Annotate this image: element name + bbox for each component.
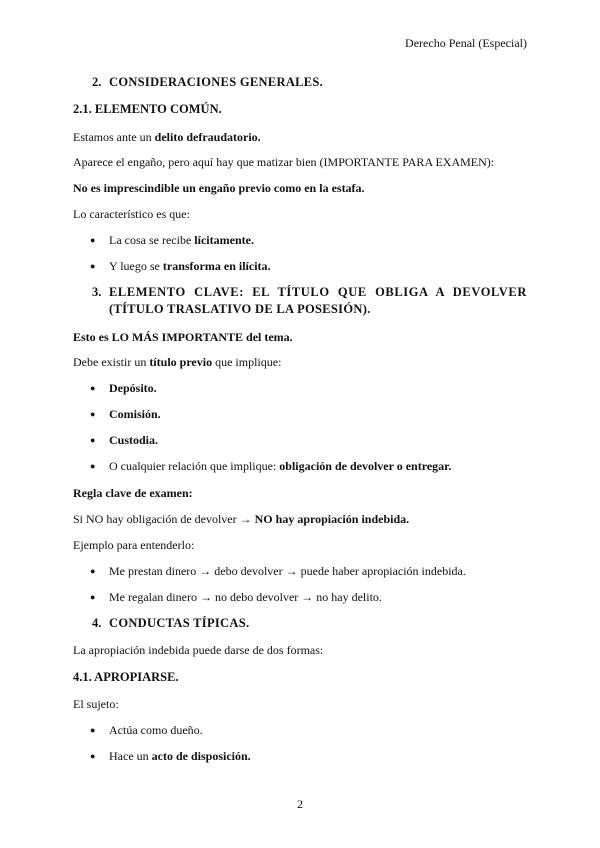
section-2-number: 2.: [92, 75, 102, 89]
bullet-icon: ●: [90, 751, 96, 761]
paragraph-regla: [73, 512, 409, 526]
list-item-text: La cosa se recibe: [109, 233, 195, 247]
paragraph-titulo-previo: [73, 355, 281, 369]
paragraph-text: Si NO hay obligación de devolver →: [73, 512, 255, 526]
section-4-1-heading: 4.1. APROPIARSE.: [73, 670, 179, 684]
list-item: [109, 723, 203, 737]
bullet-icon: ●: [90, 435, 96, 445]
bullet-icon: ●: [90, 592, 96, 602]
page-header: Derecho Penal (Especial): [405, 36, 527, 50]
list-item: [109, 233, 254, 247]
paragraph-caracteristico: Lo característico es que:: [73, 207, 190, 221]
list-item-text: Y luego se: [109, 259, 163, 273]
list-item-text: O cualquier relación que implique:: [109, 459, 280, 473]
bullet-icon: ●: [90, 461, 96, 471]
list-item: [109, 749, 251, 763]
list-item: Me regalan dinero → no debo devolver → no hay delito.: [109, 590, 382, 604]
list-item-bold: acto de disposición.: [151, 749, 251, 763]
paragraph-text: que implique:: [212, 355, 282, 369]
list-item-text: Hace un: [109, 749, 152, 763]
bullet-icon: ●: [90, 261, 96, 271]
paragraph-bold: delito defraudatorio.: [154, 130, 261, 144]
list-item: Comisión.: [109, 407, 161, 421]
list-item: Depósito.: [109, 381, 157, 395]
section-2-heading: CONSIDERACIONES GENERALES.: [109, 75, 324, 89]
paragraph-bold: título previo: [149, 355, 213, 369]
paragraph-bold: NO hay apropiación indebida.: [254, 512, 410, 526]
paragraph-el-sujeto: El sujeto:: [73, 697, 119, 711]
bullet-icon: ●: [90, 409, 96, 419]
list-item: Custodia.: [109, 433, 159, 447]
paragraph-ejemplo: Ejemplo para entenderlo:: [73, 538, 195, 552]
list-item-text: Actúa como dueño.: [109, 723, 203, 737]
section-3-heading-line1: ELEMENTO CLAVE: EL TÍTULO QUE OBLIGA A DEVOLVER: [109, 285, 527, 299]
bullet-icon: ●: [90, 566, 96, 576]
paragraph-no-imprescindible: No es imprescindible un engaño previo como en la estafa.: [73, 181, 365, 195]
section-4-number: 4.: [92, 616, 102, 630]
page-number: 2: [297, 797, 303, 811]
paragraph-delito: [73, 130, 261, 144]
paragraph-regla-clave: Regla clave de examen:: [73, 486, 193, 500]
paragraph-text: Debe existir un: [73, 355, 150, 369]
list-item-bold: transforma en ilícita.: [162, 259, 271, 273]
list-item: [109, 459, 451, 473]
section-3-heading-line2: (TÍTULO TRASLATIVO DE LA POSESIÓN).: [109, 302, 371, 316]
list-item-bold: lícitamente.: [194, 233, 254, 247]
paragraph-text: Estamos ante un: [73, 130, 155, 144]
paragraph-engano: Aparece el engaño, pero aquí hay que matizar bien (IMPORTANTE PARA EXAMEN):: [73, 155, 495, 169]
bullet-icon: ●: [90, 383, 96, 393]
section-4-heading: CONDUCTAS TÍPICAS.: [109, 616, 250, 630]
list-item-bold: obligación de devolver o entregar.: [279, 459, 452, 473]
paragraph-dos-formas: La apropiación indebida puede darse de dos formas:: [73, 643, 324, 657]
section-3-number: 3.: [92, 285, 102, 299]
bullet-icon: ●: [90, 235, 96, 245]
section-2-1-heading: 2.1. ELEMENTO COMÚN.: [73, 102, 222, 116]
list-item: [109, 259, 271, 273]
bullet-icon: ●: [90, 725, 96, 735]
list-item: Me prestan dinero → debo devolver → puede haber apropiación indebida.: [109, 564, 466, 578]
paragraph-lo-mas-importante: Esto es LO MÁS IMPORTANTE del tema.: [73, 330, 293, 344]
